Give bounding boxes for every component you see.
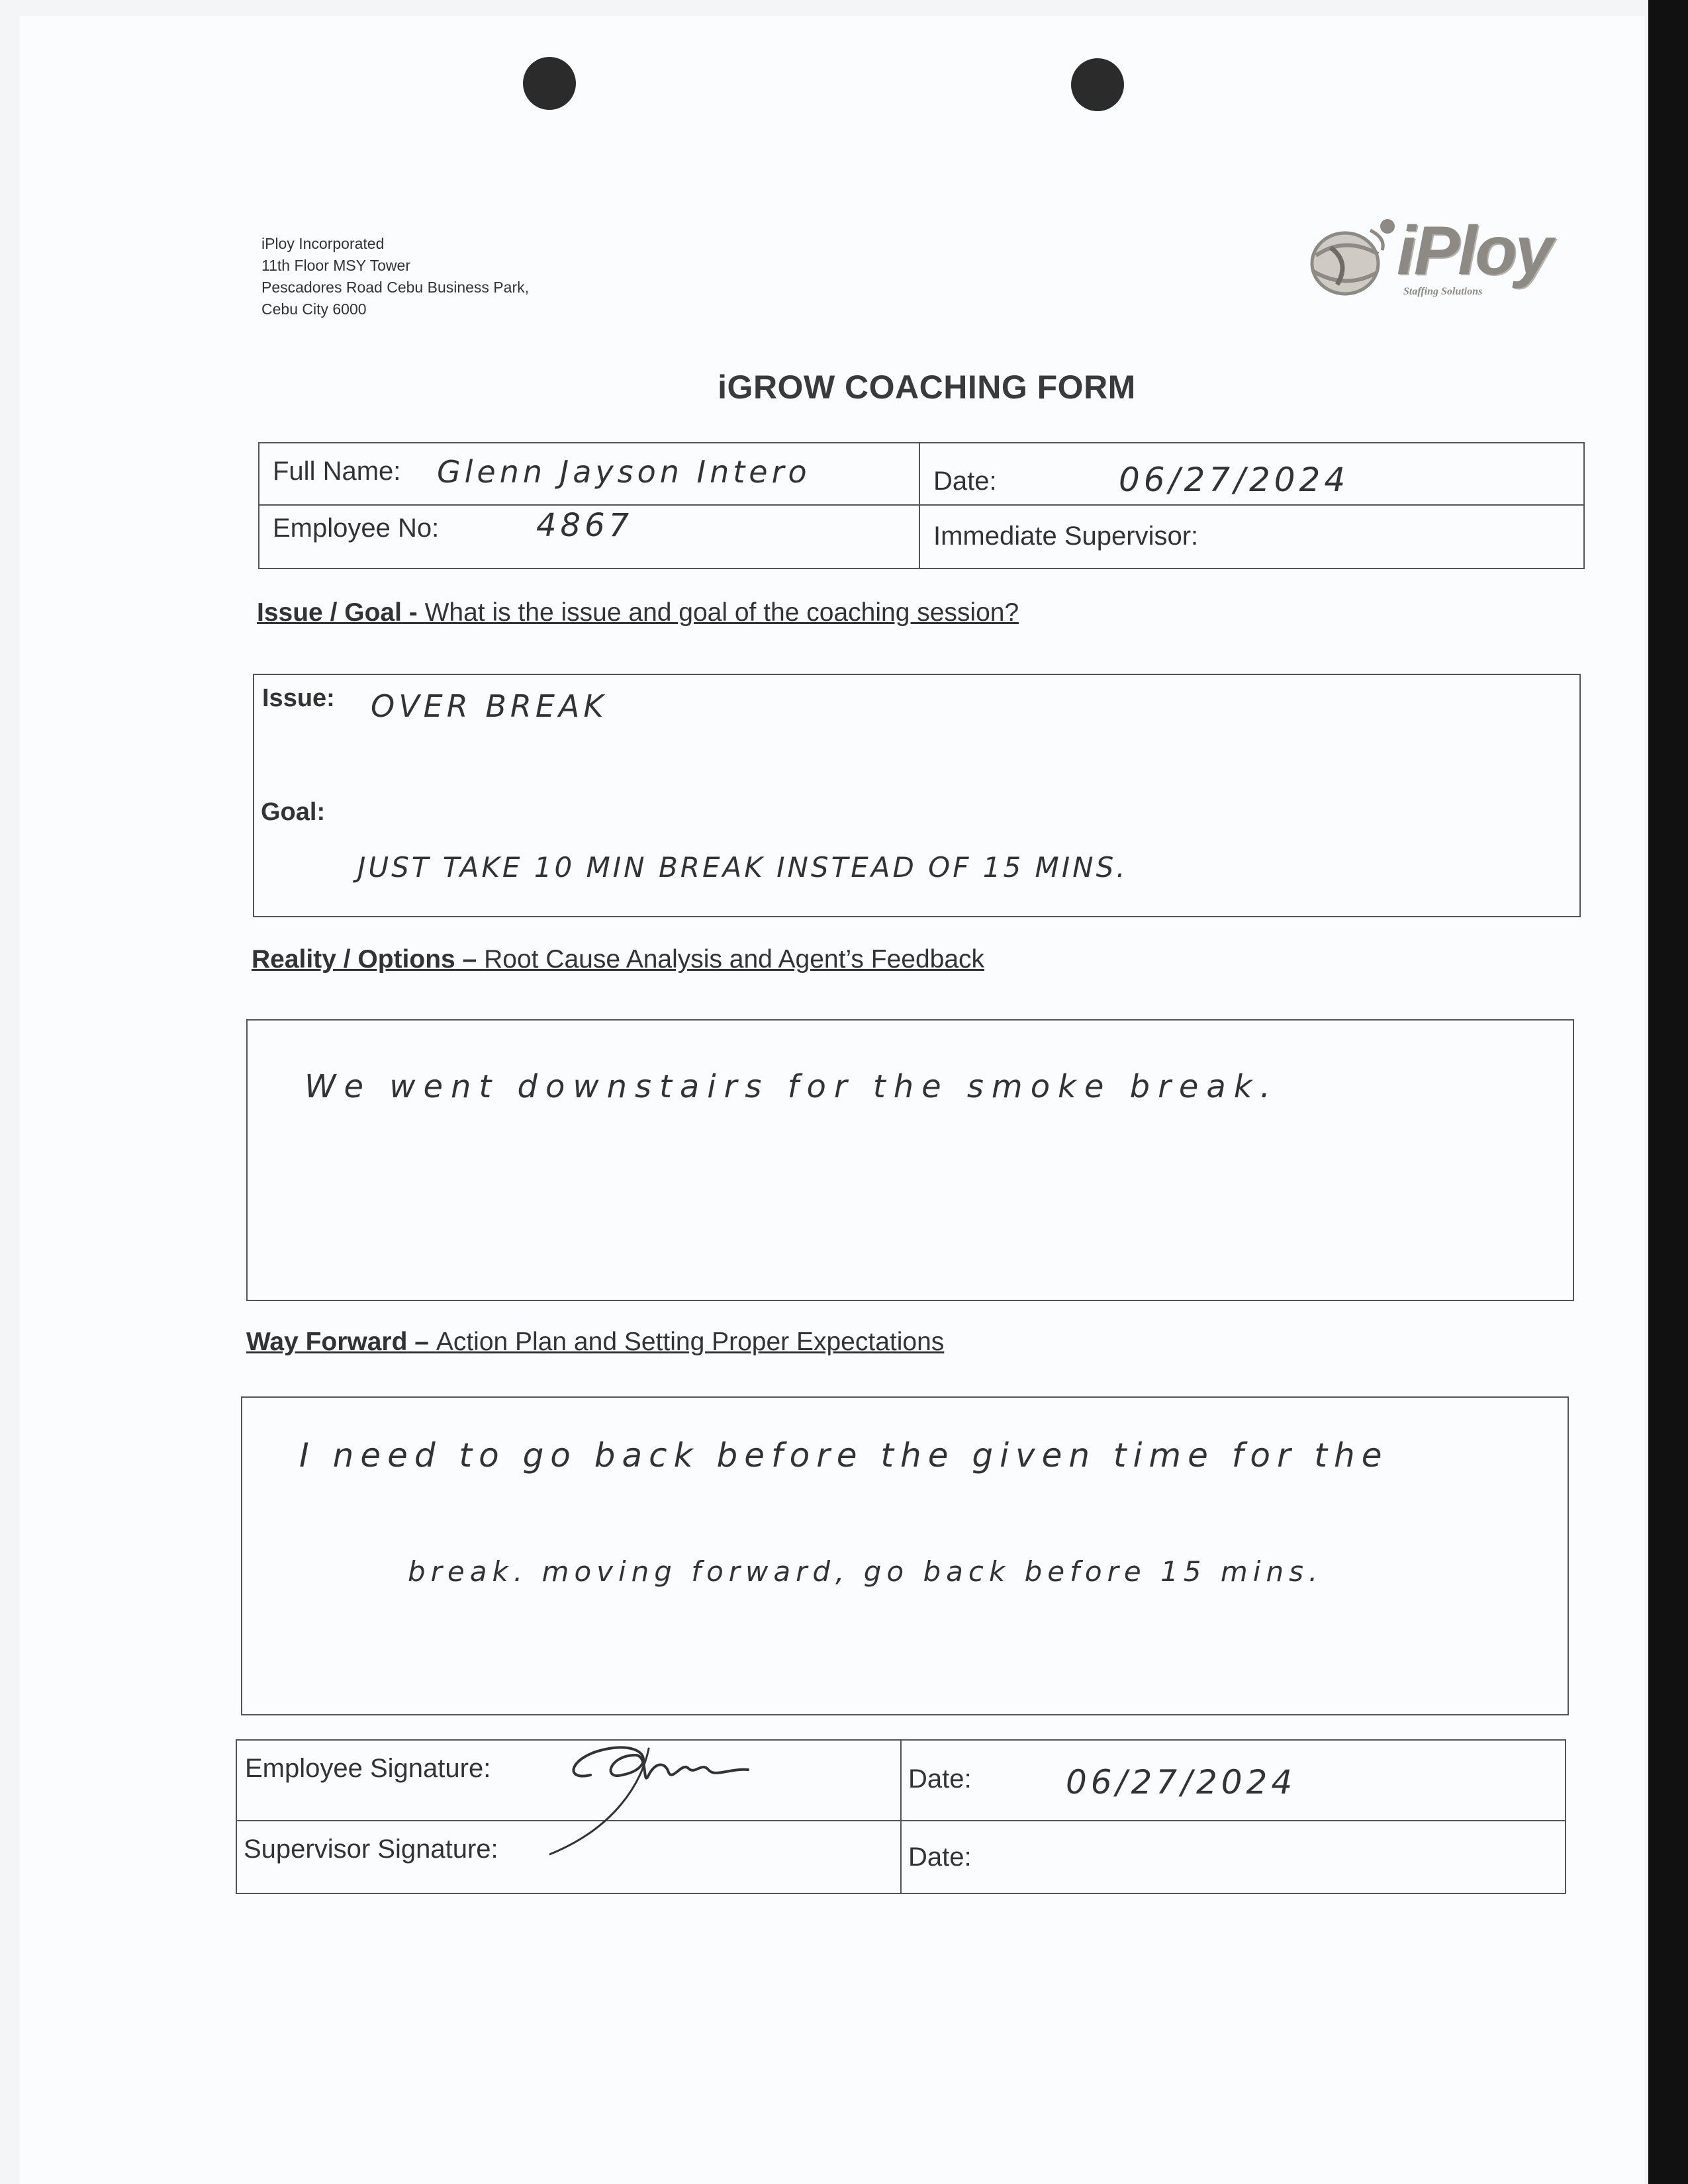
way-forward-line-1[interactable]: I need to go back before the given time for the [299, 1436, 1389, 1475]
full-name-label: Full Name: [273, 457, 401, 486]
address-line: Cebu City 6000 [261, 300, 367, 318]
employee-signature-label: Employee Signature: [245, 1754, 491, 1783]
reality-options-heading [252, 945, 984, 974]
date-label: Date: [933, 467, 997, 496]
full-name-value[interactable]: Glenn Jayson Intero [437, 454, 811, 490]
reality-options-value[interactable]: We went downstairs for the smoke break. [305, 1068, 1278, 1105]
punch-hole-left [523, 57, 576, 110]
issue-goal-heading [257, 598, 1019, 627]
section-key: Reality / Options [252, 945, 455, 974]
goal-value[interactable]: JUST TAKE 10 MIN BREAK INSTEAD OF 15 MINS. [357, 851, 1128, 884]
signature-date-label: Date: [908, 1764, 972, 1794]
address-line: iPloy Incorporated [261, 235, 385, 252]
logo-wordmark: iPloy [1397, 212, 1552, 289]
scanner-edge [1648, 0, 1688, 2184]
section-key: Way Forward [246, 1328, 408, 1356]
section-separator: – [455, 945, 485, 974]
company-logo [1304, 212, 1556, 311]
table-divider [258, 504, 1585, 506]
section-description: Root Cause Analysis and Agent’s Feedback [484, 945, 985, 974]
section-description: Action Plan and Setting Proper Expectations [436, 1328, 945, 1356]
globe-icon [1304, 216, 1403, 302]
logo-tagline: Staffing Solutions [1403, 286, 1483, 297]
section-description: What is the issue and goal of the coaching session? [424, 598, 1019, 627]
goal-label: Goal: [261, 798, 326, 826]
employee-signature [549, 1729, 801, 1861]
issue-value[interactable]: OVER BREAK [371, 688, 608, 724]
immediate-supervisor-label: Immediate Supervisor: [933, 522, 1199, 551]
way-forward-heading [246, 1328, 944, 1357]
employee-no-value[interactable]: 4867 [536, 507, 633, 544]
address-line: Pescadores Road Cebu Business Park, [261, 279, 529, 296]
section-separator: - [401, 598, 425, 627]
table-divider [900, 1739, 902, 1894]
form-title: iGROW COACHING FORM [718, 369, 1136, 406]
section-key: Issue / Goal [257, 598, 402, 627]
supervisor-date-label: Date: [908, 1843, 972, 1872]
employee-no-label: Employee No: [273, 514, 440, 543]
punch-hole-right [1071, 58, 1124, 111]
company-address [261, 233, 606, 320]
way-forward-line-2[interactable]: break. moving forward, go back before 15 mins. [408, 1555, 1323, 1588]
issue-label: Issue: [262, 684, 335, 712]
section-separator: – [407, 1328, 436, 1356]
address-line: 11th Floor MSY Tower [261, 257, 410, 274]
supervisor-signature-label: Supervisor Signature: [244, 1835, 498, 1864]
reality-options-box[interactable] [246, 1019, 1574, 1301]
date-value[interactable]: 06/27/2024 [1119, 461, 1350, 499]
table-divider [919, 442, 920, 569]
signature-date-value[interactable]: 06/27/2024 [1066, 1763, 1297, 1801]
